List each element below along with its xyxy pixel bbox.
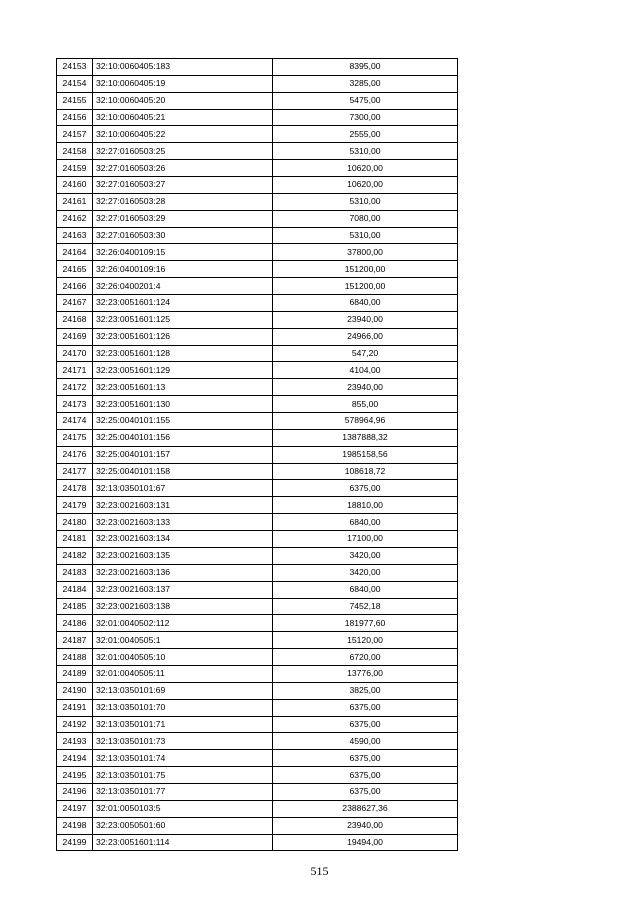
cadastral-number-cell: 32:23:0021603:134 [93, 531, 273, 548]
row-index-cell: 24190 [57, 682, 93, 699]
cadastral-number-cell: 32:13:0350101:69 [93, 682, 273, 699]
row-index-cell: 24156 [57, 109, 93, 126]
cadastral-number-cell: 32:23:0051601:126 [93, 328, 273, 345]
cadastral-number-cell: 32:23:0051601:114 [93, 834, 273, 851]
value-cell: 108618,72 [273, 463, 458, 480]
table-row [57, 379, 458, 396]
row-index-cell: 24181 [57, 531, 93, 548]
value-cell: 6375,00 [273, 716, 458, 733]
value-cell: 6375,00 [273, 750, 458, 767]
value-cell: 855,00 [273, 396, 458, 413]
row-index-cell: 24195 [57, 767, 93, 784]
table-row [57, 581, 458, 598]
cadastral-number-cell: 32:23:0021603:138 [93, 598, 273, 615]
table-row [57, 733, 458, 750]
cadastral-number-cell: 32:27:0160503:26 [93, 160, 273, 177]
value-cell: 6375,00 [273, 767, 458, 784]
value-cell: 10620,00 [273, 177, 458, 194]
data-table [56, 58, 458, 851]
row-index-cell: 24178 [57, 480, 93, 497]
row-index-cell: 24192 [57, 716, 93, 733]
value-cell: 37800,00 [273, 244, 458, 261]
table-row [57, 834, 458, 851]
row-index-cell: 24158 [57, 143, 93, 160]
row-index-cell: 24165 [57, 261, 93, 278]
value-cell: 4590,00 [273, 733, 458, 750]
cadastral-number-cell: 32:01:0040502:112 [93, 615, 273, 632]
value-cell: 2388627,36 [273, 800, 458, 817]
cadastral-number-cell: 32:23:0051601:128 [93, 345, 273, 362]
data-table-container [56, 58, 458, 851]
cadastral-number-cell: 32:01:0040505:11 [93, 665, 273, 682]
cadastral-number-cell: 32:13:0350101:70 [93, 699, 273, 716]
table-row [57, 295, 458, 312]
cadastral-number-cell: 32:25:0040101:156 [93, 429, 273, 446]
cadastral-number-cell: 32:23:0021603:131 [93, 497, 273, 514]
row-index-cell: 24199 [57, 834, 93, 851]
row-index-cell: 24193 [57, 733, 93, 750]
value-cell: 2555,00 [273, 126, 458, 143]
row-index-cell: 24176 [57, 446, 93, 463]
value-cell: 6375,00 [273, 480, 458, 497]
table-row [57, 649, 458, 666]
cadastral-number-cell: 32:23:0021603:135 [93, 547, 273, 564]
cadastral-number-cell: 32:01:0040505:10 [93, 649, 273, 666]
cadastral-number-cell: 32:01:0040505:1 [93, 632, 273, 649]
row-index-cell: 24194 [57, 750, 93, 767]
cadastral-number-cell: 32:27:0160503:30 [93, 227, 273, 244]
value-cell: 15120,00 [273, 632, 458, 649]
value-cell: 5475,00 [273, 92, 458, 109]
cadastral-number-cell: 32:25:0040101:155 [93, 413, 273, 430]
value-cell: 5310,00 [273, 193, 458, 210]
table-row [57, 362, 458, 379]
value-cell: 5310,00 [273, 143, 458, 160]
value-cell: 6375,00 [273, 783, 458, 800]
table-row [57, 244, 458, 261]
cadastral-number-cell: 32:13:0350101:77 [93, 783, 273, 800]
cadastral-number-cell: 32:23:0051601:130 [93, 396, 273, 413]
row-index-cell: 24180 [57, 514, 93, 531]
row-index-cell: 24184 [57, 581, 93, 598]
table-row [57, 396, 458, 413]
cadastral-number-cell: 32:26:0400109:16 [93, 261, 273, 278]
cadastral-number-cell: 32:23:0021603:137 [93, 581, 273, 598]
value-cell: 6840,00 [273, 295, 458, 312]
table-row [57, 59, 458, 76]
table-row [57, 193, 458, 210]
value-cell: 3420,00 [273, 564, 458, 581]
row-index-cell: 24185 [57, 598, 93, 615]
value-cell: 6840,00 [273, 581, 458, 598]
row-index-cell: 24160 [57, 177, 93, 194]
cadastral-number-cell: 32:23:0051601:125 [93, 311, 273, 328]
table-row [57, 598, 458, 615]
table-row [57, 564, 458, 581]
value-cell: 23940,00 [273, 379, 458, 396]
value-cell: 10620,00 [273, 160, 458, 177]
table-row [57, 682, 458, 699]
table-row [57, 160, 458, 177]
value-cell: 7452,18 [273, 598, 458, 615]
row-index-cell: 24157 [57, 126, 93, 143]
row-index-cell: 24198 [57, 817, 93, 834]
value-cell: 151200,00 [273, 261, 458, 278]
row-index-cell: 24182 [57, 547, 93, 564]
row-index-cell: 24167 [57, 295, 93, 312]
row-index-cell: 24164 [57, 244, 93, 261]
table-row [57, 413, 458, 430]
row-index-cell: 24155 [57, 92, 93, 109]
row-index-cell: 24168 [57, 311, 93, 328]
value-cell: 1985158,56 [273, 446, 458, 463]
cadastral-number-cell: 32:13:0350101:75 [93, 767, 273, 784]
table-row [57, 800, 458, 817]
cadastral-number-cell: 32:13:0350101:74 [93, 750, 273, 767]
cadastral-number-cell: 32:10:0060405:183 [93, 59, 273, 76]
table-row [57, 497, 458, 514]
table-row [57, 716, 458, 733]
table-row [57, 446, 458, 463]
cadastral-number-cell: 32:23:0050501:60 [93, 817, 273, 834]
value-cell: 4104,00 [273, 362, 458, 379]
cadastral-number-cell: 32:27:0160503:25 [93, 143, 273, 160]
cadastral-number-cell: 32:23:0021603:136 [93, 564, 273, 581]
table-row [57, 126, 458, 143]
value-cell: 19494,00 [273, 834, 458, 851]
row-index-cell: 24187 [57, 632, 93, 649]
page-number: 515 [310, 864, 329, 878]
table-row [57, 632, 458, 649]
row-index-cell: 24172 [57, 379, 93, 396]
cadastral-number-cell: 32:10:0060405:20 [93, 92, 273, 109]
value-cell: 6720,00 [273, 649, 458, 666]
table-row [57, 227, 458, 244]
table-row [57, 429, 458, 446]
table-row [57, 345, 458, 362]
value-cell: 8395,00 [273, 59, 458, 76]
table-row [57, 328, 458, 345]
row-index-cell: 24183 [57, 564, 93, 581]
table-row [57, 480, 458, 497]
table-row [57, 817, 458, 834]
cadastral-number-cell: 32:23:0051601:124 [93, 295, 273, 312]
row-index-cell: 24162 [57, 210, 93, 227]
cadastral-number-cell: 32:23:0051601:129 [93, 362, 273, 379]
row-index-cell: 24197 [57, 800, 93, 817]
row-index-cell: 24196 [57, 783, 93, 800]
table-row [57, 311, 458, 328]
table-row [57, 109, 458, 126]
cadastral-number-cell: 32:25:0040101:157 [93, 446, 273, 463]
table-body [57, 59, 458, 851]
row-index-cell: 24161 [57, 193, 93, 210]
cadastral-number-cell: 32:23:0021603:133 [93, 514, 273, 531]
table-row [57, 261, 458, 278]
row-index-cell: 24188 [57, 649, 93, 666]
value-cell: 181977,60 [273, 615, 458, 632]
table-row [57, 615, 458, 632]
value-cell: 6840,00 [273, 514, 458, 531]
cadastral-number-cell: 32:10:0060405:19 [93, 75, 273, 92]
cadastral-number-cell: 32:23:0051601:13 [93, 379, 273, 396]
cadastral-number-cell: 32:10:0060405:21 [93, 109, 273, 126]
table-row [57, 463, 458, 480]
table-row [57, 783, 458, 800]
row-index-cell: 24171 [57, 362, 93, 379]
row-index-cell: 24154 [57, 75, 93, 92]
value-cell: 18810,00 [273, 497, 458, 514]
table-row [57, 177, 458, 194]
row-index-cell: 24166 [57, 278, 93, 295]
value-cell: 7300,00 [273, 109, 458, 126]
row-index-cell: 24175 [57, 429, 93, 446]
row-index-cell: 24170 [57, 345, 93, 362]
value-cell: 13776,00 [273, 665, 458, 682]
table-row [57, 210, 458, 227]
table-row [57, 767, 458, 784]
table-row [57, 531, 458, 548]
value-cell: 17100,00 [273, 531, 458, 548]
row-index-cell: 24159 [57, 160, 93, 177]
table-row [57, 92, 458, 109]
row-index-cell: 24186 [57, 615, 93, 632]
table-row [57, 278, 458, 295]
row-index-cell: 24173 [57, 396, 93, 413]
cadastral-number-cell: 32:26:0400201:4 [93, 278, 273, 295]
row-index-cell: 24177 [57, 463, 93, 480]
table-row [57, 750, 458, 767]
row-index-cell: 24179 [57, 497, 93, 514]
row-index-cell: 24163 [57, 227, 93, 244]
value-cell: 24966,00 [273, 328, 458, 345]
value-cell: 23940,00 [273, 817, 458, 834]
cadastral-number-cell: 32:26:0400109:15 [93, 244, 273, 261]
table-row [57, 514, 458, 531]
cadastral-number-cell: 32:27:0160503:27 [93, 177, 273, 194]
value-cell: 3285,00 [273, 75, 458, 92]
value-cell: 1387888,32 [273, 429, 458, 446]
cadastral-number-cell: 32:10:0060405:22 [93, 126, 273, 143]
cadastral-number-cell: 32:27:0160503:28 [93, 193, 273, 210]
table-row [57, 547, 458, 564]
value-cell: 23940,00 [273, 311, 458, 328]
row-index-cell: 24189 [57, 665, 93, 682]
cadastral-number-cell: 32:13:0350101:71 [93, 716, 273, 733]
cadastral-number-cell: 32:13:0350101:73 [93, 733, 273, 750]
value-cell: 3420,00 [273, 547, 458, 564]
value-cell: 547,20 [273, 345, 458, 362]
table-row [57, 143, 458, 160]
table-row [57, 75, 458, 92]
cadastral-number-cell: 32:13:0350101:67 [93, 480, 273, 497]
value-cell: 3825,00 [273, 682, 458, 699]
cadastral-number-cell: 32:01:0050103:5 [93, 800, 273, 817]
table-row [57, 699, 458, 716]
value-cell: 578964,96 [273, 413, 458, 430]
value-cell: 7080,00 [273, 210, 458, 227]
row-index-cell: 24153 [57, 59, 93, 76]
row-index-cell: 24191 [57, 699, 93, 716]
row-index-cell: 24174 [57, 413, 93, 430]
cadastral-number-cell: 32:25:0040101:158 [93, 463, 273, 480]
value-cell: 151200,00 [273, 278, 458, 295]
value-cell: 6375,00 [273, 699, 458, 716]
row-index-cell: 24169 [57, 328, 93, 345]
cadastral-number-cell: 32:27:0160503:29 [93, 210, 273, 227]
value-cell: 5310,00 [273, 227, 458, 244]
table-row [57, 665, 458, 682]
